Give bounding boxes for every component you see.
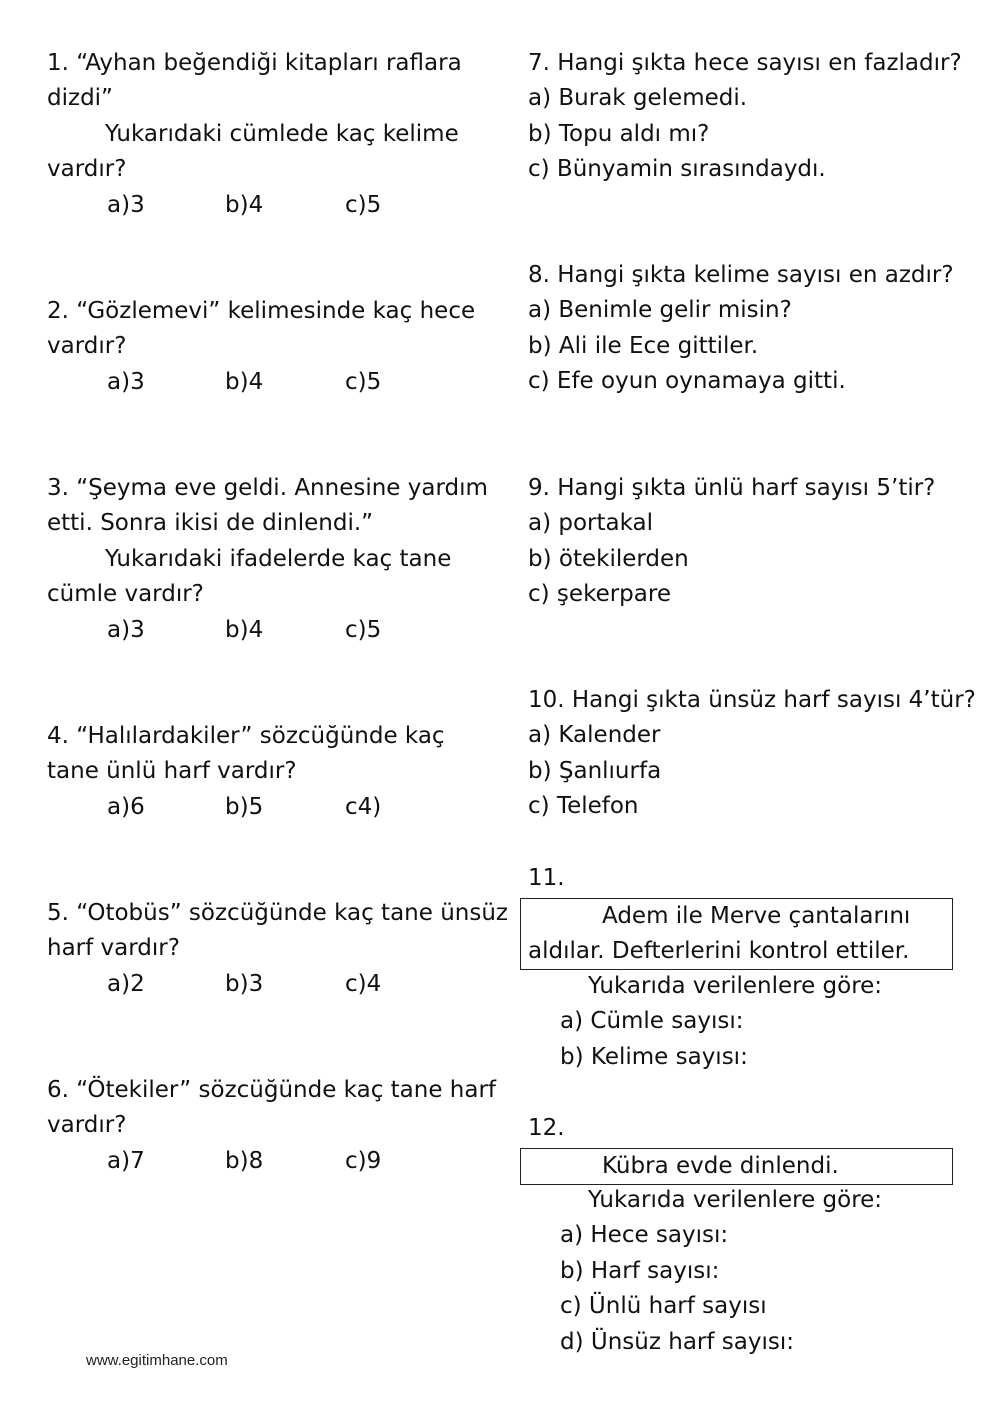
option-c[interactable]: c)5 <box>345 191 382 218</box>
question-8 <box>528 258 968 400</box>
option-c[interactable]: c)9 <box>345 1147 382 1174</box>
question-text: 4. “Halılardakiler” sözcüğünde kaç <box>47 723 445 749</box>
question-12-answers <box>528 1183 968 1360</box>
answer-options <box>47 790 487 825</box>
question-number: 11. <box>528 865 565 891</box>
question-text: 6. “Ötekiler” sözcüğünde kaç tane harf <box>47 1077 497 1103</box>
question-text: tane ünlü harf vardır? <box>47 758 297 785</box>
option-c[interactable]: c) Efe oyun oynamaya gitti. <box>528 368 846 395</box>
question-11-answers <box>528 969 968 1075</box>
answer-options <box>47 365 487 400</box>
question-text: 3. “Şeyma eve geldi. Annesine yardım <box>47 475 488 501</box>
question-text: 9. Hangi şıkta ünlü harf sayısı 5’tir? <box>528 475 936 501</box>
question-text: vardır? <box>47 1112 127 1139</box>
answer-item[interactable]: a) Hece sayısı: <box>560 1222 729 1249</box>
option-c[interactable]: c) Bünyamin sırasındaydı. <box>528 156 826 183</box>
question-text: 8. Hangi şıkta kelime sayısı en azdır? <box>528 262 954 288</box>
question-text: etti. Sonra ikisi de dinlendi.” <box>47 510 374 537</box>
answer-item[interactable]: c) Ünlü harf sayısı <box>560 1293 767 1320</box>
option-b[interactable]: b)4 <box>225 616 264 643</box>
question-1 <box>47 46 487 223</box>
option-a[interactable]: a)2 <box>107 970 145 997</box>
answer-item[interactable]: b) Kelime sayısı: <box>560 1043 748 1070</box>
question-text: Yukarıdaki ifadelerde kaç tane <box>105 545 452 572</box>
option-b[interactable]: b)5 <box>225 793 264 820</box>
answer-options <box>47 188 487 223</box>
option-b[interactable]: b) ötekilerden <box>528 545 689 572</box>
question-9 <box>528 471 968 613</box>
option-b[interactable]: b) Şanlıurfa <box>528 757 662 784</box>
answer-item[interactable]: d) Ünsüz harf sayısı: <box>560 1328 794 1355</box>
question-text: cümle vardır? <box>47 581 204 608</box>
answer-options <box>47 613 487 648</box>
answer-item[interactable]: a) Cümle sayısı: <box>560 1008 744 1035</box>
option-a[interactable]: a)3 <box>107 616 145 643</box>
question-10 <box>528 683 976 825</box>
question-text: Yukarıdaki cümlede kaç kelime <box>105 120 459 147</box>
question-2 <box>47 294 487 400</box>
footer-url: www.egitimhane.com <box>86 1352 228 1369</box>
question-5 <box>47 896 508 1002</box>
answer-item[interactable]: b) Harf sayısı: <box>560 1257 720 1284</box>
question-text: vardır? <box>47 333 127 360</box>
question-12-box <box>520 1148 953 1185</box>
box-text: Kübra evde dinlendi. <box>602 1153 839 1179</box>
question-text: 7. Hangi şıkta hece sayısı en fazladır? <box>528 50 962 76</box>
option-a[interactable]: a)3 <box>107 368 145 395</box>
option-b[interactable]: b)4 <box>225 191 264 218</box>
answer-options <box>47 1144 487 1179</box>
answer-options <box>47 967 487 1002</box>
option-b[interactable]: b)3 <box>225 970 264 997</box>
option-c[interactable]: c)5 <box>345 368 382 395</box>
option-b[interactable]: b)4 <box>225 368 264 395</box>
question-prompt: Yukarıda verilenlere göre: <box>588 1187 883 1213</box>
question-number: 12. <box>528 1115 565 1141</box>
option-c[interactable]: c) şekerpare <box>528 581 671 608</box>
question-3 <box>47 471 487 648</box>
option-a[interactable]: a) Benimle gelir misin? <box>528 297 792 324</box>
question-7 <box>528 46 968 188</box>
question-text: 1. “Ayhan beğendiği kitapları raflara <box>47 50 462 76</box>
option-c[interactable]: c4) <box>345 793 382 820</box>
question-4 <box>47 719 487 825</box>
question-11 <box>528 861 968 896</box>
option-a[interactable]: a)3 <box>107 191 145 218</box>
option-c[interactable]: c)5 <box>345 616 382 643</box>
option-b[interactable]: b) Topu aldı mı? <box>528 120 710 147</box>
box-text: aldılar. Defterlerini kontrol ettiler. <box>528 938 910 965</box>
option-a[interactable]: a) Kalender <box>528 722 661 749</box>
option-a[interactable]: a)7 <box>107 1147 145 1174</box>
option-c[interactable]: c)4 <box>345 970 382 997</box>
question-text: harf vardır? <box>47 935 180 962</box>
option-b[interactable]: b) Ali ile Ece gittiler. <box>528 332 759 359</box>
question-text: 10. Hangi şıkta ünsüz harf sayısı 4’tür? <box>528 687 976 713</box>
question-text: 2. “Gözlemevi” kelimesinde kaç hece <box>47 298 476 324</box>
option-a[interactable]: a) portakal <box>528 510 654 537</box>
option-a[interactable]: a) Burak gelemedi. <box>528 85 748 112</box>
question-11-box <box>520 898 953 970</box>
question-text: 5. “Otobüs” sözcüğünde kaç tane ünsüz <box>47 900 508 926</box>
option-c[interactable]: c) Telefon <box>528 793 639 820</box>
option-b[interactable]: b)8 <box>225 1147 264 1174</box>
box-text: Adem ile Merve çantalarını <box>602 903 911 929</box>
question-text: dizdi” <box>47 85 113 112</box>
question-text: vardır? <box>47 156 127 183</box>
question-6 <box>47 1073 497 1179</box>
option-a[interactable]: a)6 <box>107 793 145 820</box>
question-12 <box>528 1111 968 1146</box>
question-prompt: Yukarıda verilenlere göre: <box>588 973 883 999</box>
